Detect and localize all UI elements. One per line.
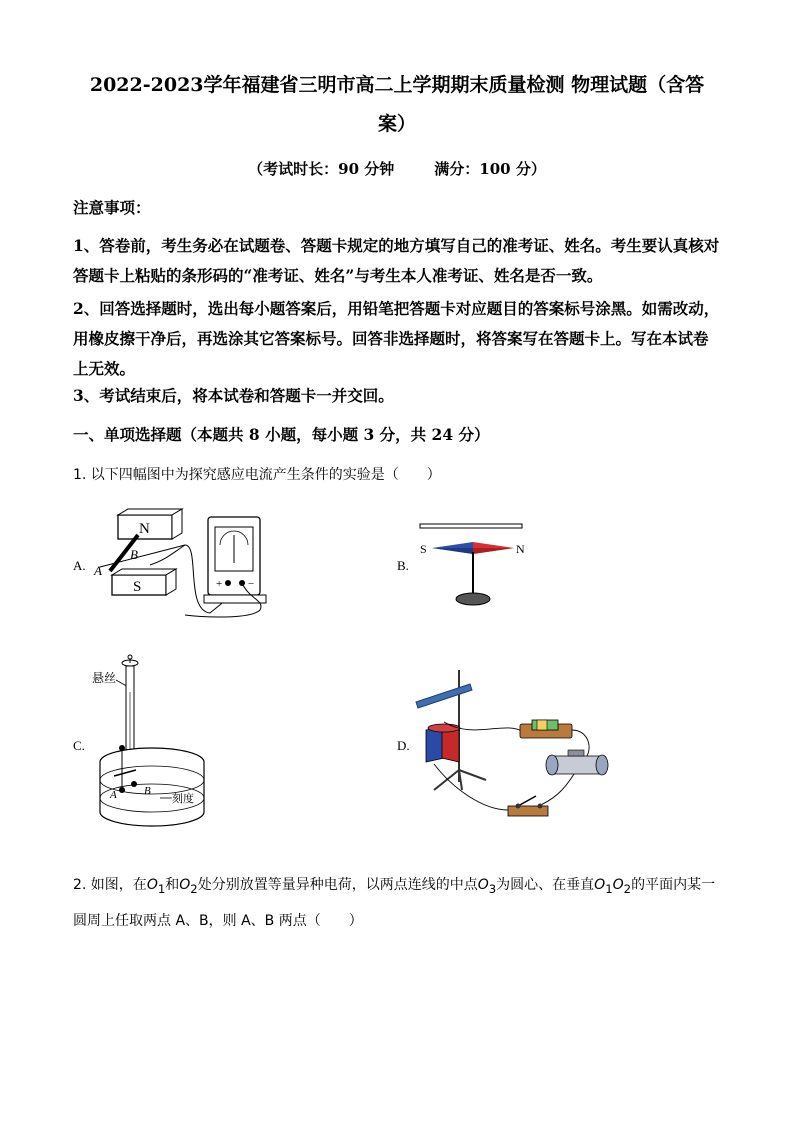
figure-a-galvanometer-setup: [90, 505, 280, 625]
sphere-b: B: [144, 785, 151, 797]
exam-score: 满分：100 分）: [434, 160, 546, 178]
rod-end-a: A: [94, 563, 102, 578]
q2-text-4: 为圆心、在垂直: [496, 877, 595, 893]
scale-label: 刻度: [172, 793, 194, 805]
notice-heading: 注意事项：: [73, 198, 151, 217]
page-title: 2022-2023学年福建省三明市高二上学期期末质量检测 物理试题（含答案）: [89, 74, 705, 135]
q2-o12-b: O: [612, 877, 624, 893]
option-a-label: A.: [73, 558, 86, 573]
exam-info: [0, 158, 794, 179]
notice-item-2: 2、回答选择题时，选出每小题答案后，用铅笔把答题卡对应题目的答案标号涂黑。如需改动，用橡皮擦干净后，再选涂其它答案标号。回答非选择题时，将答案写在答题卡上。写在本试卷上无效。: [73, 299, 720, 378]
terminal-plus: +: [216, 578, 223, 590]
compass-s-text: S: [420, 542, 427, 556]
figure-c-torsion-balance: [92, 652, 222, 842]
option-b-label: B.: [397, 558, 409, 573]
q2-text-3: 处分别放置等量异种电荷，以两点连线的中点: [197, 877, 478, 893]
question-1-stem: 1. 以下四幅图中为探究感应电流产生条件的实验是（ ）: [73, 467, 441, 483]
q2-text-1: 2. 如图，在: [73, 877, 147, 893]
q2-text-5: 的平面内某一: [631, 877, 716, 893]
wire-label: 悬丝: [92, 671, 117, 685]
terminal-minus: −: [248, 578, 255, 590]
magnet-s-text: S: [133, 579, 142, 595]
q2-o12-a: O: [594, 877, 606, 893]
figure-d-induction-circuit: [414, 660, 614, 825]
q2-o12-sub-2: 2: [623, 881, 632, 896]
q2-o3-sub: 3: [488, 881, 497, 896]
rod-end-b: B: [130, 547, 138, 562]
section-heading: 一、单项选择题（本题共 8 小题，每小题 3 分，共 24 分）: [73, 425, 490, 444]
q2-o2: O: [179, 877, 191, 893]
question-2-line-1: [73, 870, 721, 904]
magnet-n-text: N: [139, 521, 150, 537]
exam-duration: （考试时长：90 分钟: [248, 160, 395, 178]
q2-o2-sub: 2: [190, 881, 198, 896]
compass-n-text: N: [516, 542, 525, 556]
figure-b-compass: [410, 518, 540, 610]
q2-o3: O: [477, 877, 489, 893]
q2-o12-sub-1: 1: [605, 881, 613, 896]
q2-text-2: 和: [165, 877, 180, 893]
option-c-label: C.: [73, 738, 85, 753]
q2-o1: O: [146, 877, 158, 893]
sphere-a: A: [110, 789, 117, 801]
question-2-line-2: 圆周上任取两点 A、B，则 A、B 两点（ ）: [73, 913, 363, 929]
q2-o1-sub: 1: [157, 881, 166, 896]
option-d-label: D.: [397, 738, 410, 753]
notice-item-3: 3、考试结束后，将本试卷和答题卡一并交回。: [73, 386, 394, 405]
notice-item-1: 1、答卷前，考生务必在试题卷、答题卡规定的地方填写自己的准考证、姓名。考生要认真核对答题卡上粘贴的条形码的“准考证、姓名”与考生本人准考证、姓名是否一致。: [73, 236, 720, 285]
